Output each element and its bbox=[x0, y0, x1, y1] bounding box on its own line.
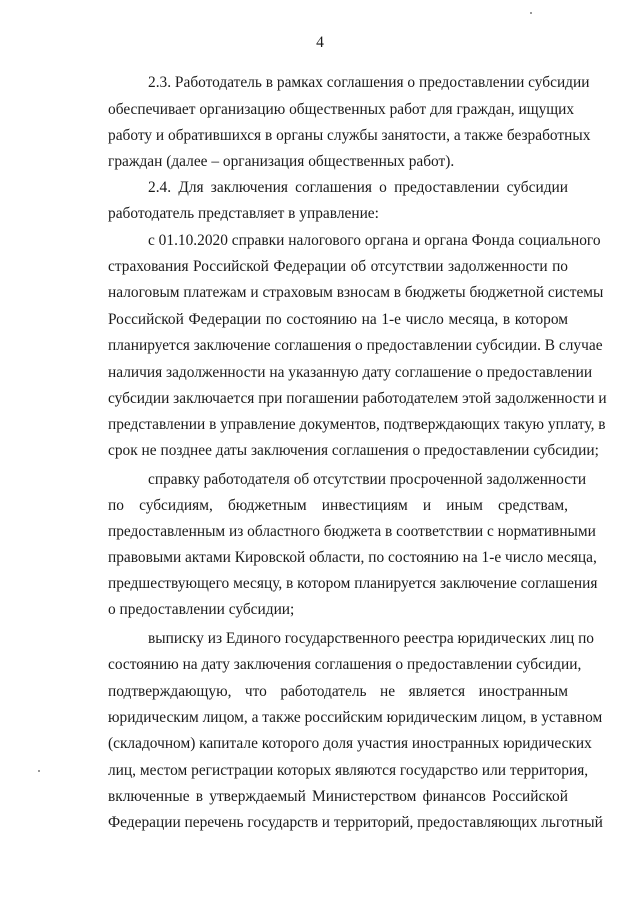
text-line: планируется заключение соглашения о предоставлении субсидии. В случае bbox=[108, 337, 603, 354]
text-line: обеспечивает организацию общественных работ для граждан, ищущих bbox=[108, 101, 575, 118]
text-line: 2.3. Работодатель в рамках соглашения о предоставлении субсидии bbox=[148, 74, 590, 91]
text-line: юридическим лицом, а также российским юридическим лицом, в уставном bbox=[108, 709, 603, 726]
text-line: работодатель представляет в управление: bbox=[108, 205, 379, 222]
text-line: правовыми актами Кировской области, по состоянию на 1-е число месяца, bbox=[108, 549, 597, 566]
scan-speck bbox=[530, 12, 532, 14]
text-line: справку работодателя об отсутствии просроченной задолженности bbox=[148, 471, 587, 488]
text-line: наличия задолженности на указанную дату соглашение о предоставлении bbox=[108, 364, 593, 381]
text-line: работу и обратившихся в органы службы занятости, а также безработных bbox=[108, 127, 591, 144]
text-line: включенные в утверждаемый Министерством финансов Российской bbox=[108, 788, 568, 805]
text-line: с 01.10.2020 справки налогового органа и органа Фонда социального bbox=[148, 232, 601, 249]
text-line: состоянию на дату заключения соглашения о предоставлении субсидии, bbox=[108, 656, 582, 673]
text-line: представлении в управление документов, подтверждающих такую уплату, в bbox=[108, 416, 606, 433]
text-line: налоговым платежам и страховым взносам в бюджеты бюджетной системы bbox=[108, 284, 604, 301]
text-line: по субсидиям, бюджетным инвестициям и иным средствам, bbox=[108, 497, 568, 514]
page-number: 4 bbox=[316, 34, 324, 51]
text-line: Российской Федерации по состоянию на 1-е число месяца, в котором bbox=[108, 311, 568, 328]
text-line: (складочном) капитале которого доля участия иностранных юридических bbox=[108, 735, 592, 752]
text-line: 2.4. Для заключения соглашения о предоставлении субсидии bbox=[148, 179, 568, 196]
text-line: о предоставлении субсидии; bbox=[108, 601, 295, 618]
text-line: субсидии заключается при погашении работодателем этой задолженности и bbox=[108, 390, 607, 407]
text-line: выписку из Единого государственного реестра юридических лиц по bbox=[148, 630, 595, 647]
text-line: Федерации перечень государств и территорий, предоставляющих льготный bbox=[108, 814, 603, 831]
text-line: страхования Российской Федерации об отсутствии задолженности по bbox=[108, 258, 568, 275]
scan-speck bbox=[38, 770, 40, 772]
text-line: предшествующего месяцу, в котором планируется заключение соглашения bbox=[108, 575, 598, 592]
text-line: предоставленным из областного бюджета в соответствии с нормативными bbox=[108, 523, 596, 540]
text-line: подтверждающую, что работодатель не является иностранным bbox=[108, 683, 568, 700]
text-line: срок не позднее даты заключения соглашения о предоставлении субсидии; bbox=[108, 442, 599, 459]
text-line: лиц, местом регистрации которых являются государство или территория, bbox=[108, 762, 589, 779]
text-line: граждан (далее – организация общественных работ). bbox=[108, 153, 455, 170]
